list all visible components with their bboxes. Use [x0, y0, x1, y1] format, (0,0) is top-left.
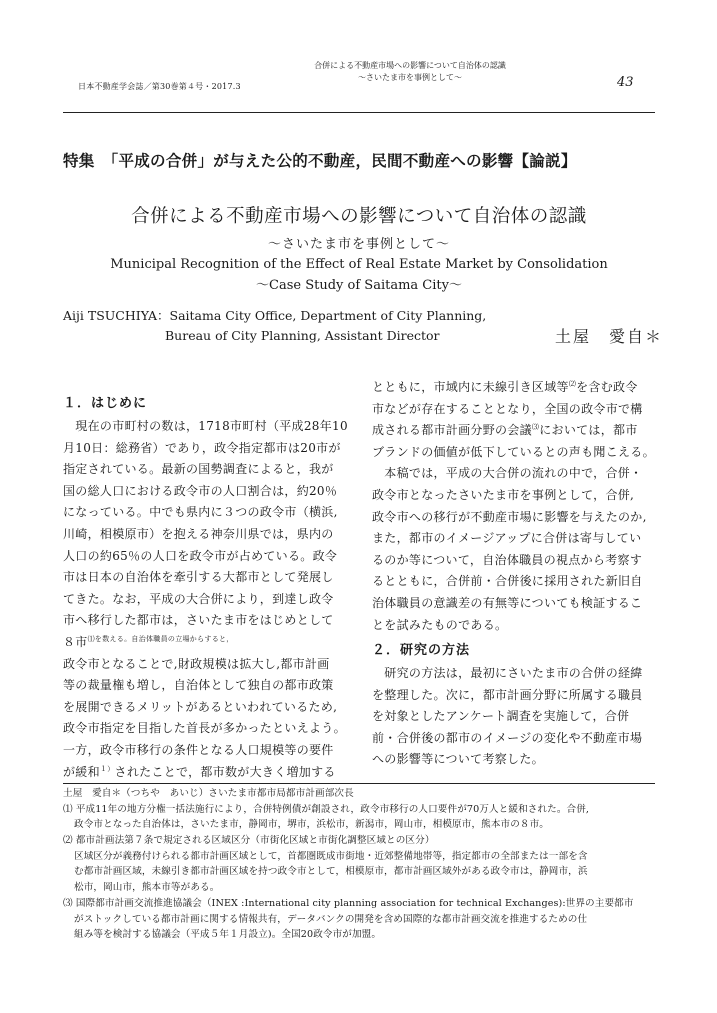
- footnote-1: ⑴ 平成11年の地方分権一括法施行により，合併特例債が創設され，政令市移行の人口要件が70万人と緩和された。合併,: [63, 803, 590, 815]
- text-line: [63, 632, 343, 654]
- article-subtitle: 〜さいたま市を事例として〜: [267, 237, 450, 252]
- footnote-3-cont: がストックしている都市計画に関する情報共有，データバンクの開発を含め国際的な都市計画交流を推進するための仕: [74, 913, 588, 925]
- text-line: また，都市のイメージアップに合併は寄与してい: [372, 531, 642, 546]
- text-fragment: されたことで，都市数が大きく増加する: [114, 764, 336, 779]
- text-line: 川崎，相模原市）を抱える神奈川県では，県内の: [63, 526, 334, 541]
- feature-heading: 特集 「平成の合併」が与えた公的不動産，民間不動産への影響【論説】: [63, 152, 577, 170]
- text-line: とを試みたものである。: [372, 617, 508, 632]
- text-fragment: を含む政令: [576, 380, 638, 394]
- text-line: [372, 420, 652, 442]
- text-line: 市へ移行した都市は，さいたま市をはじめとして: [63, 613, 334, 628]
- text-line: 指定されている。最新の国勢調査によると，我が: [63, 462, 334, 477]
- text-fragment: においては，都市: [539, 423, 638, 438]
- article-title: 合併による不動産市場への影響について自治体の認識: [131, 206, 587, 227]
- text-fragment: が緩和: [63, 764, 100, 779]
- page-number: 43: [617, 75, 634, 90]
- text-line: 政令市への移行が不動産市場に影響を与えたのか,: [372, 509, 647, 524]
- text-line: 一方，政令市移行の条件となる人口規模等の要件: [63, 742, 334, 757]
- right-column-body: [372, 377, 655, 636]
- text-line: てきた。なお，平成の大合併により，到達し政令: [63, 591, 334, 606]
- running-title-line-2: 〜さいたま市を事例として〜: [358, 73, 462, 82]
- footnote-2-cont: 区域区分が義務付けられる都市計画区域として，首都圏既成市街地・近郊整備地帯等，指定都市の全部または一部を含: [74, 850, 588, 862]
- text-line: 前・合併後の都市のイメージの変化や不動産市場: [372, 730, 643, 745]
- text-line: を整理した。次に，都市計画分野に所属する職員: [372, 687, 643, 702]
- footnote-2-cont: む都市計画区域，未線引き都市計画区域を持つ政令市として，相模原市，都市計画区域外がある政令市は，静岡市，浜: [74, 866, 588, 878]
- text-fragment: ８市: [63, 634, 88, 649]
- text-line: [372, 377, 652, 399]
- text-line: [63, 762, 343, 784]
- article-subtitle-en: 〜Case Study of Saitama City〜: [256, 278, 462, 293]
- text-fragment: とともに，市域内に未線引き区域等: [372, 380, 569, 394]
- text-line: を展開できるメリットがあるといわれているため,: [63, 699, 338, 714]
- text-line: 月10日：総務省）であり，政令指定都市は20市が: [63, 440, 341, 455]
- text-line: るとともに，合併前・合併後に採用された新旧自: [372, 574, 643, 589]
- section-heading-method: ２．研究の方法: [372, 643, 471, 658]
- author-affiliation-line-2: Bureau of City Planning, Assistant Director: [165, 328, 440, 343]
- author-footnote: 土屋 愛自＊（つちや あいじ）さいたま市都市局都市計画部次長: [63, 788, 354, 799]
- text-line: への影響等について考察した。: [372, 752, 544, 767]
- text-line: 現在の市町村の数は，1718市町村（平成28年10: [63, 419, 348, 433]
- footnote-ref: ⑴を数える。自治体職員の立場からすると，: [87, 634, 234, 643]
- text-line: 等の裁量権も増し，自治体として独自の都市政策: [63, 678, 334, 693]
- footnote-ref: ⑵: [568, 380, 577, 388]
- footnote-ref: ⑶: [531, 423, 540, 432]
- text-line: になっている。中でも県内に３つの政令市（横浜,: [63, 505, 338, 520]
- text-line: 国の総人口における政令市の人口割合は，約20％: [63, 483, 338, 498]
- header-rule: [63, 112, 655, 113]
- text-fragment: 成される都市計画分野の会議: [372, 423, 532, 438]
- footnotes: [63, 786, 663, 943]
- text-line: を対象としたアンケート調査を実施して，合併: [372, 709, 630, 724]
- text-line: 市などが存在することとなり，全国の政令市で構: [372, 401, 643, 416]
- footnote-2: ⑵ 都市計画法第７条で規定される区域区分（市街化区域と市街化調整区域との区分）: [63, 835, 435, 847]
- text-line: 研究の方法は，最初にさいたま市の合併の経緯: [372, 666, 643, 680]
- text-line: 本稿では，平成の大合併の流れの中で，合併・: [372, 466, 643, 481]
- footnote-rule: [63, 783, 655, 784]
- footnote-3-cont: 組み等を検討する協議会（平成５年１月設立)。全国20政令市が加盟。: [74, 929, 382, 941]
- text-line: 治体職員の意識差の有無等についても検証するこ: [372, 595, 643, 610]
- article-title-en: Municipal Recognition of the Effect of Real Estate Market by Consolidation: [110, 257, 608, 272]
- text-line: 人口の約65％の人口を政令市が占めている。政令: [63, 548, 338, 563]
- section-heading-introduction: １．はじめに: [63, 396, 148, 411]
- text-line: るのか等について，自治体職員の視点から考察す: [372, 552, 643, 567]
- text-line: 政令市指定を目指した首長が多かったといえよう。: [63, 721, 346, 736]
- author-affiliation-line-1: Aiji TSUCHIYA：Saitama City Office, Department of City Planning,: [63, 308, 487, 323]
- text-line: 政令市となることで,財政規模は拡大し,都市計画: [63, 656, 330, 671]
- author-name: 土屋 愛自＊: [555, 327, 664, 346]
- method-body: [372, 663, 652, 771]
- journal-citation: 日本不動産学会誌／第30巻第４号・2017.3: [78, 82, 241, 91]
- reference-marker: １）: [99, 764, 115, 773]
- text-line: 市は日本の自治体を牽引する大都市として発展し: [63, 570, 334, 585]
- footnote-2-cont: 松市，岡山市，熊本市等がある。: [74, 882, 220, 894]
- left-column-body: [63, 416, 348, 783]
- footnote-3: ⑶ 国際都市計画交流推進協議会（INEX :International city planning association for technical Exchanges):世界の主要都市: [63, 897, 634, 909]
- text-line: 政令市となったさいたま市を事例として，合併,: [372, 487, 635, 502]
- text-line: ブランドの価値が低下しているとの声も聞こえる。: [372, 444, 655, 459]
- running-title: [300, 60, 520, 84]
- running-title-line-1: 合併による不動産市場への影響について自治体の認識: [314, 61, 506, 70]
- footnote-1-cont: 政令市となった自治体は，さいたま市，静岡市，堺市，浜松市，新潟市，岡山市，相模原市，熊本市の８市。: [74, 819, 549, 831]
